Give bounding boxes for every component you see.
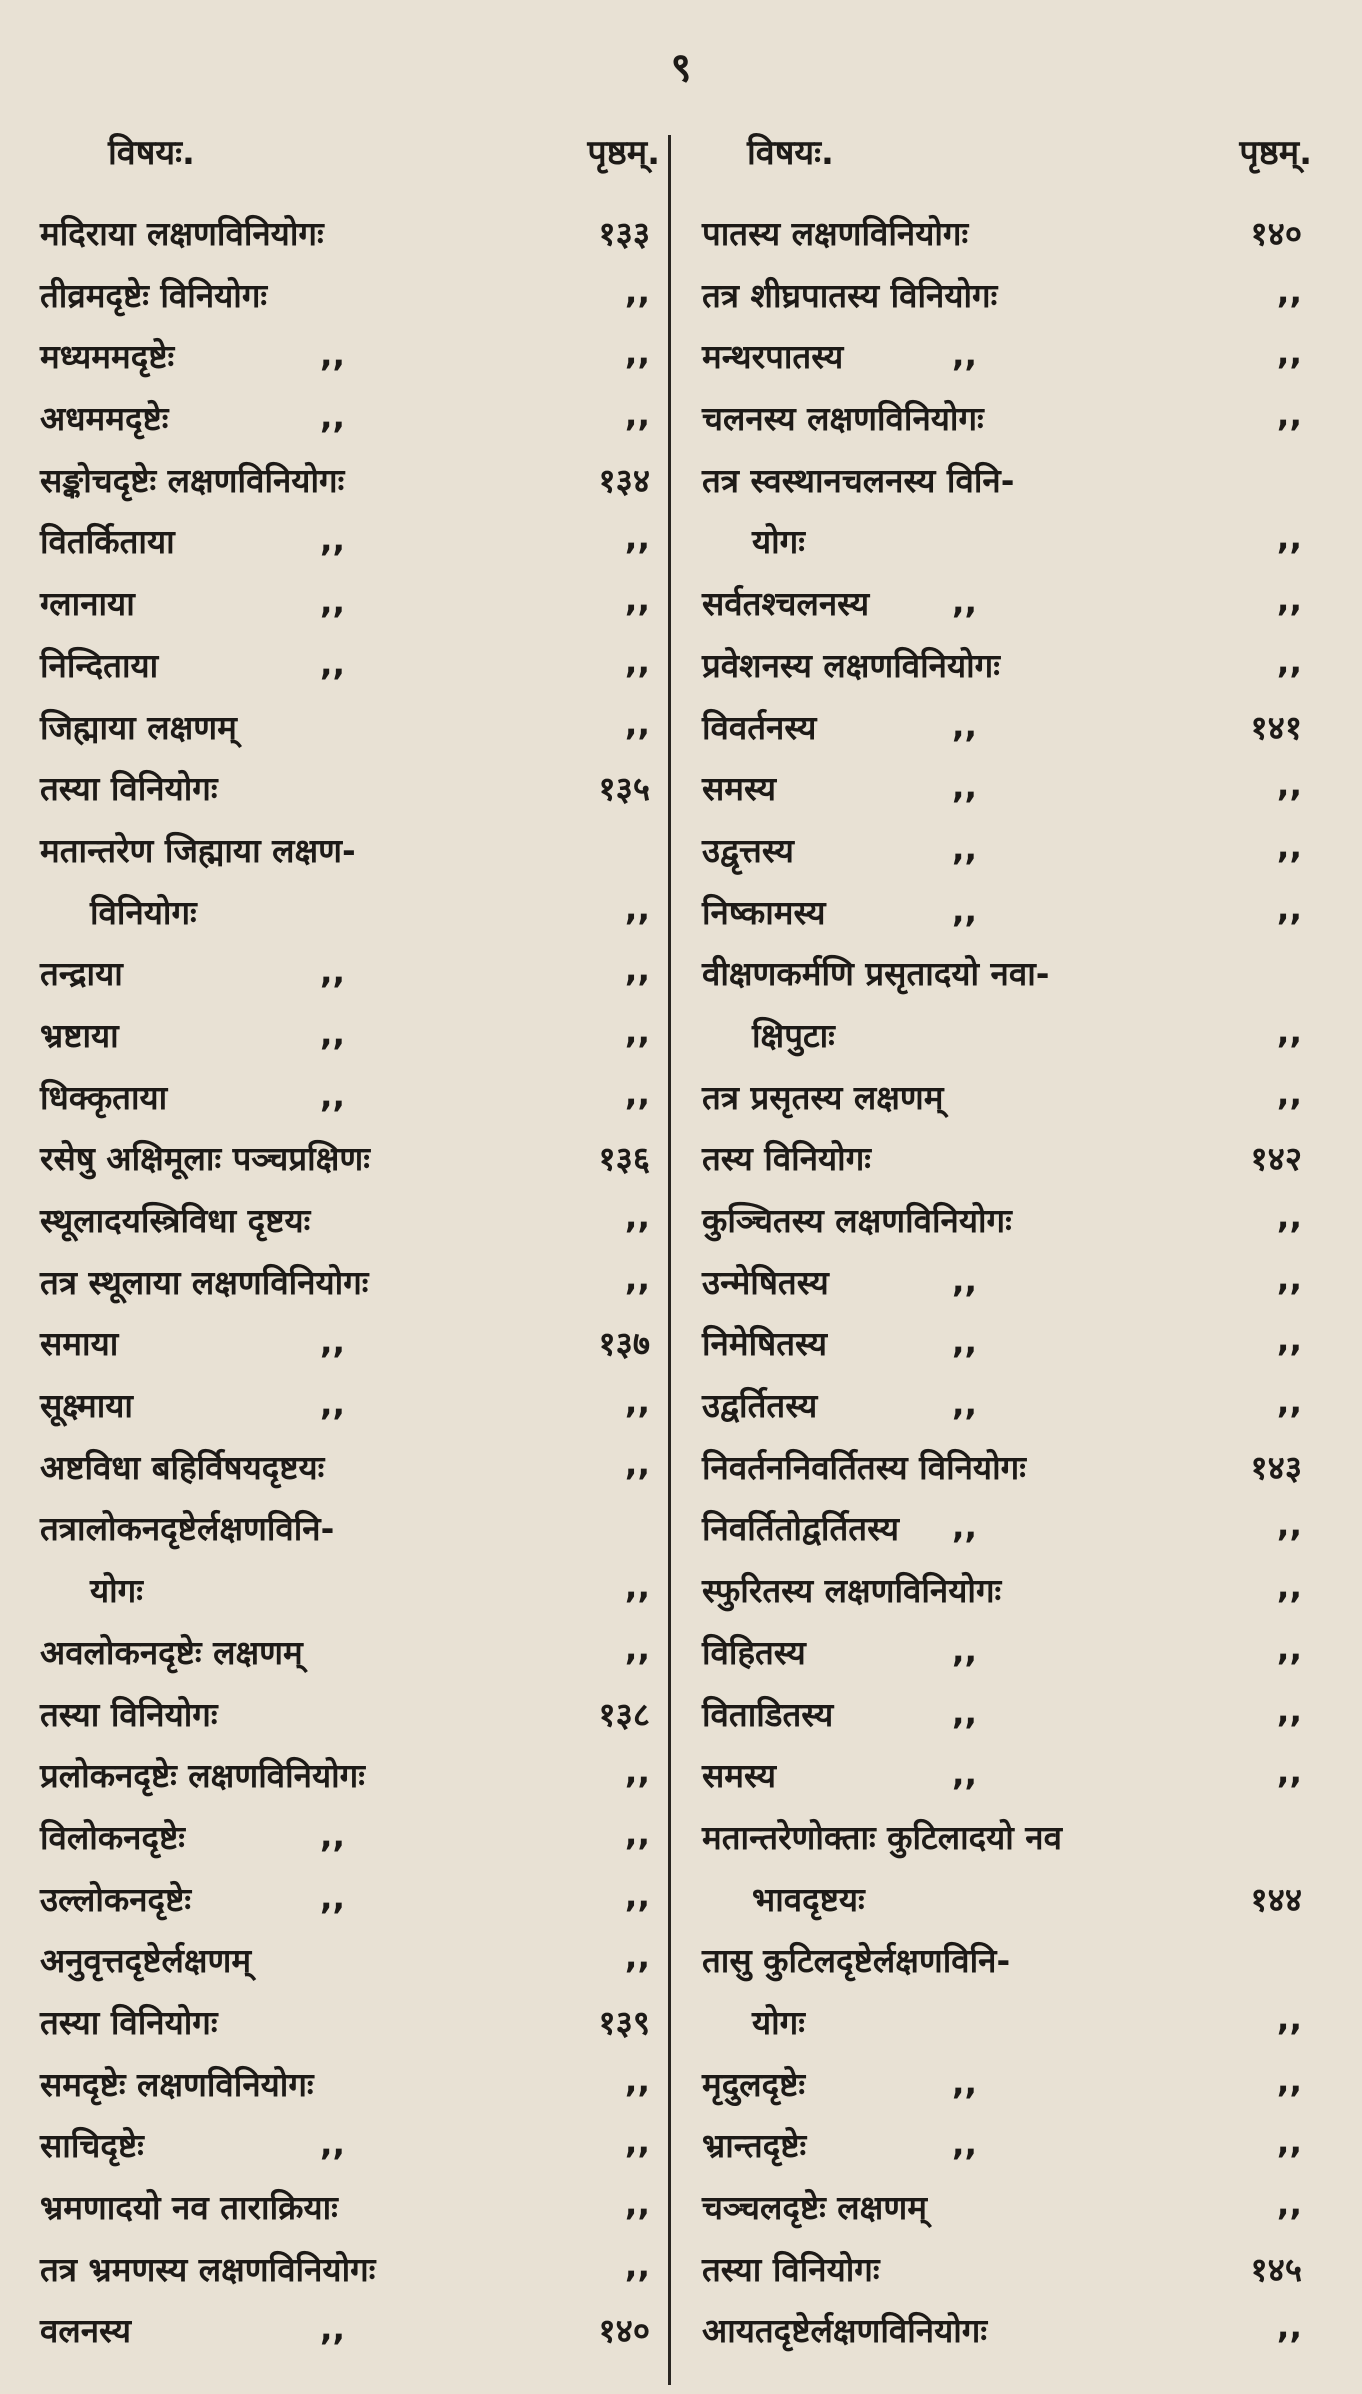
index-entry: [30, 1066, 660, 1128]
entry-page-number: ,,: [1276, 826, 1302, 866]
index-entry: [692, 1189, 1312, 1251]
index-entry: [30, 1929, 660, 1991]
ditto-mark: ,,: [320, 520, 346, 560]
entry-topic: समाया: [40, 1324, 119, 1364]
entry-topic: विवर्तनस्य: [702, 707, 817, 747]
index-entry: [692, 1621, 1312, 1683]
index-entry: [30, 757, 660, 819]
entry-topic: अधममदृष्टेः: [40, 399, 169, 439]
entry-page-number: १३९: [598, 2002, 650, 2042]
index-entry: [692, 1066, 1312, 1128]
index-entry: [30, 1991, 660, 2053]
entry-topic: वितर्किताया: [40, 522, 175, 562]
entry-page-number: ,,: [1276, 765, 1302, 805]
index-entry: [30, 1251, 660, 1313]
entry-page-number: ,,: [624, 1197, 650, 1236]
entry-topic: वलनस्य: [40, 2311, 132, 2351]
index-entry: [30, 696, 660, 758]
ditto-mark: ,,: [952, 828, 978, 868]
ditto-mark: ,,: [952, 890, 978, 930]
entry-topic: पातस्य लक्षणविनियोगः: [702, 214, 969, 253]
index-entry: [692, 1436, 1312, 1498]
entry-topic: योगः: [90, 1571, 143, 1611]
entry-topic: निवर्तितोद्वर्तितस्य: [702, 1509, 900, 1549]
ditto-mark: ,,: [320, 1877, 346, 1917]
entry-topic: स्फुरितस्य लक्षणविनियोगः: [702, 1571, 1002, 1611]
ditto-mark: ,,: [320, 582, 346, 622]
entry-page-number: ,,: [624, 518, 650, 558]
index-entry: [692, 2114, 1312, 2176]
index-entry: [692, 264, 1312, 326]
page-header: पृष्ठम्.: [1239, 133, 1312, 173]
ditto-mark: ,,: [952, 582, 978, 622]
entry-page-number: ,,: [1276, 1073, 1302, 1113]
index-entry: [30, 1004, 660, 1066]
entry-topic: निमेषितस्य: [702, 1324, 828, 1364]
entry-page-number: ,,: [624, 1258, 650, 1298]
entry-page-number: ,,: [1276, 1998, 1302, 2038]
entry-page-number: ,,: [624, 888, 650, 928]
entry-topic: उद्वृत्तस्य: [702, 830, 794, 870]
entry-topic: मतान्तरेण जिह्माया लक्षण-: [40, 830, 356, 870]
entry-page-number: ,,: [624, 1813, 650, 1853]
entry-page-number: ,,: [624, 2122, 650, 2162]
entry-page-number: १३८: [598, 1694, 650, 1734]
index-entry: [30, 449, 660, 511]
entry-page-number: ,,: [1276, 1011, 1302, 1051]
entry-page-number: ,,: [1276, 1258, 1302, 1298]
index-entry: [692, 387, 1312, 449]
entry-page-number: १३३: [598, 214, 650, 253]
entry-topic: वीक्षणकर्मणि प्रसृतादयो नवा-: [702, 954, 1050, 994]
ditto-mark: ,,: [320, 1013, 346, 1053]
entry-topic: तस्या विनियोगः: [40, 2002, 218, 2042]
index-entry: [692, 1744, 1312, 1806]
entry-page-number: ,,: [624, 1567, 650, 1607]
entry-page-number: १३७: [598, 1324, 650, 1364]
ditto-mark: ,,: [952, 2062, 978, 2102]
entry-topic: समस्य: [702, 769, 777, 809]
entry-page-number: ,,: [624, 2184, 650, 2223]
index-entry: [692, 325, 1312, 387]
entry-topic: मदिराया लक्षणविनियोगः: [40, 214, 324, 253]
index-entry: [30, 2238, 660, 2300]
index-entry: [30, 1312, 660, 1374]
entry-page-number: ,,: [1276, 2122, 1302, 2162]
entry-topic: तत्र स्थूलाया लक्षणविनियोगः: [40, 1262, 369, 1302]
ditto-mark: ,,: [952, 767, 978, 807]
index-entry: [30, 1621, 660, 1683]
entry-topic: अवलोकनदृष्टेः लक्षणम्: [40, 1632, 303, 1672]
index-entry: [30, 572, 660, 634]
entry-topic: सर्वतश्चलनस्य: [702, 584, 870, 624]
entry-topic: कुञ्चितस्य लक्षणविनियोगः: [702, 1201, 1012, 1240]
ditto-mark: ,,: [952, 335, 978, 375]
index-entry: [30, 2114, 660, 2176]
entry-page-number: ,,: [624, 1752, 650, 1792]
entry-topic: रसेषु अक्षिमूलाः पञ्चप्रक्षिणः: [40, 1139, 370, 1179]
entry-page-number: ,,: [624, 1382, 650, 1422]
index-entry: [30, 942, 660, 1004]
entry-topic: निष्कामस्य: [702, 892, 826, 932]
index-entry: [692, 202, 1312, 264]
entry-page-number: ,,: [1276, 518, 1302, 558]
index-entry: [692, 449, 1312, 511]
ditto-mark: ,,: [320, 1322, 346, 1362]
entry-page-number: १४२: [1250, 1139, 1302, 1179]
index-entry: [692, 1004, 1312, 1066]
ditto-mark: ,,: [320, 643, 346, 683]
entry-topic: क्षिपुटाः: [752, 1015, 835, 1055]
ditto-mark: ,,: [320, 2309, 346, 2349]
entry-topic: तासु कुटिलदृष्टेर्लक्षणविनि-: [702, 1941, 1011, 1981]
entry-topic: समस्य: [702, 1756, 777, 1796]
entry-page-number: १३५: [598, 769, 650, 809]
entry-topic: जिह्माया लक्षणम्: [40, 707, 237, 747]
entry-topic: उल्लोकनदृष्टेः: [40, 1879, 192, 1919]
entry-topic: तस्य विनियोगः: [702, 1139, 871, 1179]
entry-topic: तत्र प्रसृतस्य लक्षणम्: [702, 1077, 944, 1117]
entry-page-number: ,,: [624, 580, 650, 620]
ditto-mark: ,,: [952, 1692, 978, 1732]
index-entry: [692, 757, 1312, 819]
ditto-mark: ,,: [952, 705, 978, 745]
entry-page-number: १४३: [1250, 1447, 1302, 1487]
entry-page-number: ,,: [624, 333, 650, 373]
left-column-header: [30, 120, 660, 180]
entry-page-number: ,,: [1276, 1752, 1302, 1792]
entry-page-number: ,,: [1276, 641, 1302, 681]
index-entry: [30, 819, 660, 881]
entry-topic: भावदृष्टयः: [752, 1879, 865, 1919]
entry-topic: भ्रमणादयो नव ताराक्रियाः: [40, 2188, 338, 2227]
entry-page-number: १३६: [598, 1139, 650, 1179]
entry-topic: धिक्कृताया: [40, 1077, 168, 1117]
index-entry: [30, 1374, 660, 1436]
entry-topic: विहितस्य: [702, 1632, 806, 1672]
ditto-mark: ,,: [952, 1754, 978, 1794]
entry-page-number: ,,: [1276, 1320, 1302, 1360]
index-entry: [30, 1559, 660, 1621]
entry-page-number: १४०: [1250, 214, 1302, 253]
entry-topic: तस्या विनियोगः: [40, 769, 218, 809]
index-entry: [30, 202, 660, 264]
entry-page-number: ,,: [1276, 333, 1302, 373]
index-entry: [692, 510, 1312, 572]
entry-topic: मतान्तरेणोक्ताः कुटिलादयो नव: [702, 1817, 1062, 1857]
ditto-mark: ,,: [952, 1322, 978, 1362]
entry-topic: भ्रान्तदृष्टेः: [702, 2126, 807, 2166]
entry-page-number: ,,: [1276, 888, 1302, 928]
ditto-mark: ,,: [952, 1630, 978, 1670]
page-number: ९: [670, 45, 692, 91]
entry-topic: मध्यममदृष्टेः: [40, 337, 175, 377]
entry-topic: विलोकनदृष्टेः: [40, 1817, 185, 1857]
ditto-mark: ,,: [320, 1075, 346, 1115]
index-entry: [30, 264, 660, 326]
entry-page-number: ,,: [1276, 1382, 1302, 1422]
index-entry: [692, 881, 1312, 943]
index-entry: [692, 2299, 1312, 2361]
entry-topic: भ्रष्टाया: [40, 1015, 119, 1055]
index-entry: [30, 510, 660, 572]
index-entry: [692, 2053, 1312, 2115]
entry-page-number: ,,: [624, 395, 650, 435]
index-entry: [692, 572, 1312, 634]
ditto-mark: ,,: [952, 1260, 978, 1300]
index-entry: [692, 2238, 1312, 2300]
entry-topic: अनुवृत्तदृष्टेर्लक्षणम्: [40, 1941, 252, 1981]
entry-topic: सङ्कोचदृष्टेः लक्षणविनियोगः: [40, 460, 345, 500]
ditto-mark: ,,: [320, 397, 346, 437]
entry-page-number: ,,: [1276, 580, 1302, 620]
index-entry: [692, 1559, 1312, 1621]
index-entry: [692, 2176, 1312, 2238]
entry-page-number: ,,: [1276, 271, 1302, 311]
ditto-mark: ,,: [320, 1815, 346, 1855]
entry-topic: उद्वर्तितस्य: [702, 1386, 818, 1426]
entry-page-number: ,,: [624, 1073, 650, 1113]
index-entry: [30, 1189, 660, 1251]
index-entry: [692, 942, 1312, 1004]
entry-topic: प्रलोकनदृष्टेः लक्षणविनियोगः: [40, 1756, 365, 1796]
entry-topic: निन्दिताया: [40, 645, 159, 685]
ditto-mark: ,,: [320, 1384, 346, 1424]
column-divider: [668, 135, 671, 2385]
entry-topic: आयतदृष्टेर्लक्षणविनियोगः: [702, 2311, 988, 2351]
index-entry: [30, 1683, 660, 1745]
entry-topic: विताडितस्य: [702, 1694, 834, 1734]
entry-page-number: १४५: [1250, 2249, 1302, 2289]
index-entry: [692, 1868, 1312, 1930]
entry-page-number: ,,: [1276, 2184, 1302, 2223]
entry-topic: चलनस्य लक्षणविनियोगः: [702, 399, 984, 439]
index-entry: [692, 1991, 1312, 2053]
index-entry: [692, 1806, 1312, 1868]
entry-page-number: ,,: [624, 2245, 650, 2285]
index-entry: [30, 634, 660, 696]
entry-page-number: ,,: [1276, 1505, 1302, 1545]
entry-topic: सूक्ष्माया: [40, 1386, 133, 1426]
entry-topic: स्थूलादयस्त्रिविधा दृष्टयः: [40, 1201, 311, 1240]
entry-page-number: ,,: [624, 1937, 650, 1977]
index-entry: [30, 325, 660, 387]
index-entry: [692, 696, 1312, 758]
entry-topic: साचिदृष्टेः: [40, 2126, 144, 2166]
entry-topic: तीव्रमदृष्टेः विनियोगः: [40, 275, 268, 315]
entry-topic: समदृष्टेः लक्षणविनियोगः: [40, 2064, 314, 2104]
entry-page-number: ,,: [1276, 1567, 1302, 1607]
index-entry: [692, 1127, 1312, 1189]
entry-topic: तस्या विनियोगः: [702, 2249, 880, 2289]
ditto-mark: ,,: [952, 2124, 978, 2164]
entry-topic: मन्थरपातस्य: [702, 337, 844, 377]
left-column: [30, 120, 660, 2361]
index-entry: [692, 1683, 1312, 1745]
entry-page-number: ,,: [624, 271, 650, 311]
entry-page-number: ,,: [624, 2060, 650, 2100]
index-entry: [692, 1497, 1312, 1559]
entry-topic: मृदुलदृष्टेः: [702, 2064, 806, 2104]
index-entry: [30, 2176, 660, 2238]
index-entry: [30, 1127, 660, 1189]
index-entry: [30, 387, 660, 449]
index-entry: [692, 1312, 1312, 1374]
entry-page-number: ,,: [624, 703, 650, 743]
entry-page-number: ,,: [1276, 2307, 1302, 2347]
topic-header: विषयः.: [108, 133, 195, 173]
index-entry: [30, 2053, 660, 2115]
entry-page-number: ,,: [624, 950, 650, 990]
index-entry: [30, 1806, 660, 1868]
ditto-mark: ,,: [320, 952, 346, 992]
right-column: [692, 120, 1312, 2361]
index-entry: [30, 2299, 660, 2361]
left-entries: [30, 202, 660, 2361]
entry-topic: उन्मेषितस्य: [702, 1262, 829, 1302]
index-entry: [692, 1929, 1312, 1991]
ditto-mark: ,,: [952, 1384, 978, 1424]
entry-page-number: १४१: [1250, 707, 1302, 747]
index-entry: [30, 1868, 660, 1930]
entry-topic: निवर्तननिवर्तितस्य विनियोगः: [702, 1447, 1026, 1487]
index-entry: [692, 1251, 1312, 1313]
entry-topic: चञ्चलदृष्टेः लक्षणम्: [702, 2188, 927, 2227]
index-entry: [30, 1436, 660, 1498]
ditto-mark: ,,: [952, 1507, 978, 1547]
index-entry: [30, 881, 660, 943]
entry-topic: योगः: [752, 522, 805, 562]
index-entry: [30, 1497, 660, 1559]
entry-topic: तस्या विनियोगः: [40, 1694, 218, 1734]
entry-topic: तत्रालोकनदृष्टेर्लक्षणविनि-: [40, 1509, 335, 1549]
entry-topic: तत्र स्वस्थानचलनस्य विनि-: [702, 460, 1015, 500]
entry-page-number: ,,: [624, 1875, 650, 1915]
entry-page-number: १४४: [1250, 1879, 1302, 1919]
entry-topic: अष्टविधा बहिर्विषयदृष्टयः: [40, 1447, 325, 1487]
entry-topic: तत्र भ्रमणस्य लक्षणविनियोगः: [40, 2249, 376, 2289]
entry-page-number: ,,: [1276, 395, 1302, 435]
entry-page-number: ,,: [624, 641, 650, 681]
index-entry: [30, 1744, 660, 1806]
ditto-mark: ,,: [320, 2124, 346, 2164]
entry-page-number: ,,: [624, 1628, 650, 1668]
entry-page-number: १४०: [598, 2311, 650, 2351]
entry-page-number: ,,: [1276, 1690, 1302, 1730]
index-entry: [692, 1374, 1312, 1436]
page-header: पृष्ठम्.: [587, 133, 660, 173]
right-entries: [692, 202, 1312, 2361]
entry-topic: ग्लानाया: [40, 584, 135, 624]
ditto-mark: ,,: [320, 335, 346, 375]
entry-topic: योगः: [752, 2002, 805, 2042]
entry-page-number: १३४: [598, 460, 650, 500]
entry-topic: प्रवेशनस्य लक्षणविनियोगः: [702, 645, 1000, 685]
index-entry: [692, 634, 1312, 696]
entry-page-number: ,,: [1276, 2060, 1302, 2100]
right-column-header: [692, 120, 1312, 180]
entry-topic: तत्र शीघ्रपातस्य विनियोगः: [702, 275, 998, 315]
entry-topic: तन्द्राया: [40, 954, 123, 994]
entry-page-number: ,,: [624, 1443, 650, 1483]
entry-topic: विनियोगः: [90, 892, 197, 932]
topic-header: विषयः.: [747, 133, 834, 173]
entry-page-number: ,,: [1276, 1628, 1302, 1668]
entry-page-number: ,,: [1276, 1197, 1302, 1236]
index-entry: [692, 819, 1312, 881]
entry-page-number: ,,: [624, 1011, 650, 1051]
